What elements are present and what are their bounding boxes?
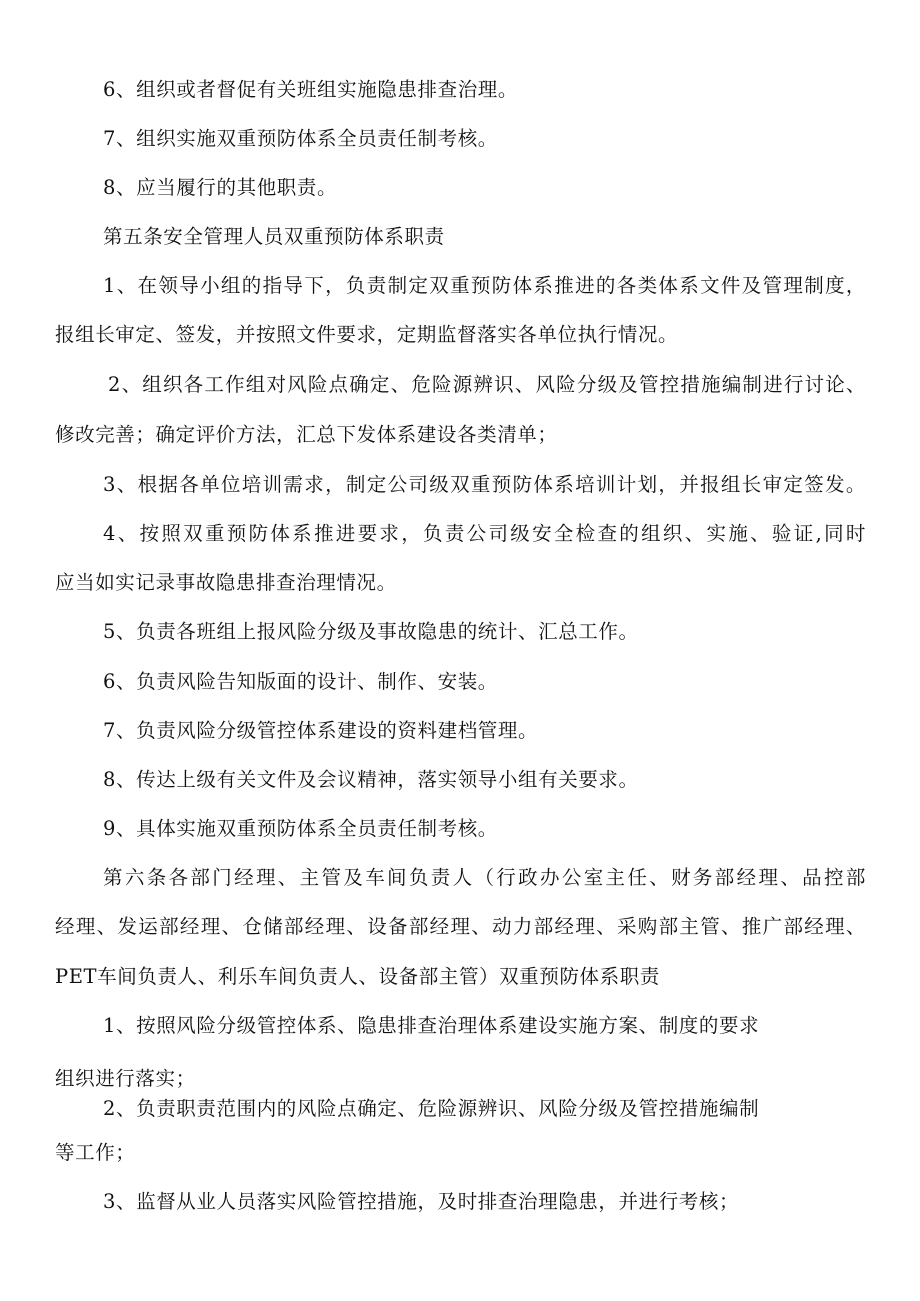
paragraph-line: 6、负责风险告知版面的设计、制作、安装。 — [103, 670, 498, 693]
paragraph-line: 4、按照双重预防体系推进要求，负责公司级安全检查的组织、实施、验证,同时 — [103, 522, 866, 545]
paragraph-line: 修改完善；确定评价方法，汇总下发体系建设各类清单； — [55, 423, 558, 446]
paragraph-line: 8、应当履行的其他职责。 — [103, 176, 338, 199]
paragraph-line: 报组长审定、签发，并按照文件要求，定期监督落实各单位执行情况。 — [55, 323, 679, 346]
section-heading: 第六条各部门经理、主管及车间负责人（行政办公室主任、财务部经理、品控部 — [103, 866, 866, 889]
paragraph-line: 2、组织各工作组对风险点确定、危险源辨识、风险分级及管控措施编制进行讨论、 — [108, 373, 866, 396]
paragraph-line: 1、在领导小组的指导下，负责制定双重预防体系推进的各类体系文件及管理制度， — [103, 274, 866, 297]
paragraph-line: 8、传达上级有关文件及会议精神，落实领导小组有关要求。 — [103, 768, 639, 791]
paragraph-line: 1、按照风险分级管控体系、隐患排查治理体系建设实施方案、制度的要求 — [103, 1014, 760, 1037]
section-heading: 经理、发运部经理、仓储部经理、设备部经理、动力部经理、采购部主管、推广部经理、 — [55, 915, 866, 938]
paragraph-line: 7、负责风险分级管控体系建设的资料建档管理。 — [103, 719, 539, 742]
section-heading: 第五条安全管理人员双重预防体系职责 — [103, 225, 445, 248]
paragraph-line: 3、根据各单位培训需求，制定公司级双重预防体系培训计划，并报组长审定签发。 — [103, 473, 866, 496]
paragraph-line: 3、监督从业人员落实风险管控措施，及时排查治理隐患，并进行考核； — [103, 1190, 740, 1213]
paragraph-line: 5、负责各班组上报风险分级及事故隐患的统计、汇总工作。 — [103, 620, 639, 643]
paragraph-line: 等工作； — [55, 1141, 136, 1164]
paragraph-line: 组织进行落实； — [55, 1067, 196, 1090]
paragraph-line: 应当如实记录事故隐患排查治理情况。 — [55, 571, 397, 594]
paragraph-line: 9、具体实施双重预防体系全员责任制考核。 — [103, 817, 498, 840]
section-heading: PET车间负责人、利乐车间负责人、设备部主管）双重预防体系职责 — [55, 965, 660, 988]
paragraph-line: 7、组织实施双重预防体系全员责任制考核。 — [103, 127, 498, 150]
paragraph-line: 6、组织或者督促有关班组实施隐患排查治理。 — [103, 78, 519, 101]
paragraph-line: 2、负责职责范围内的风险点确定、危险源辨识、风险分级及管控措施编制 — [103, 1097, 760, 1120]
